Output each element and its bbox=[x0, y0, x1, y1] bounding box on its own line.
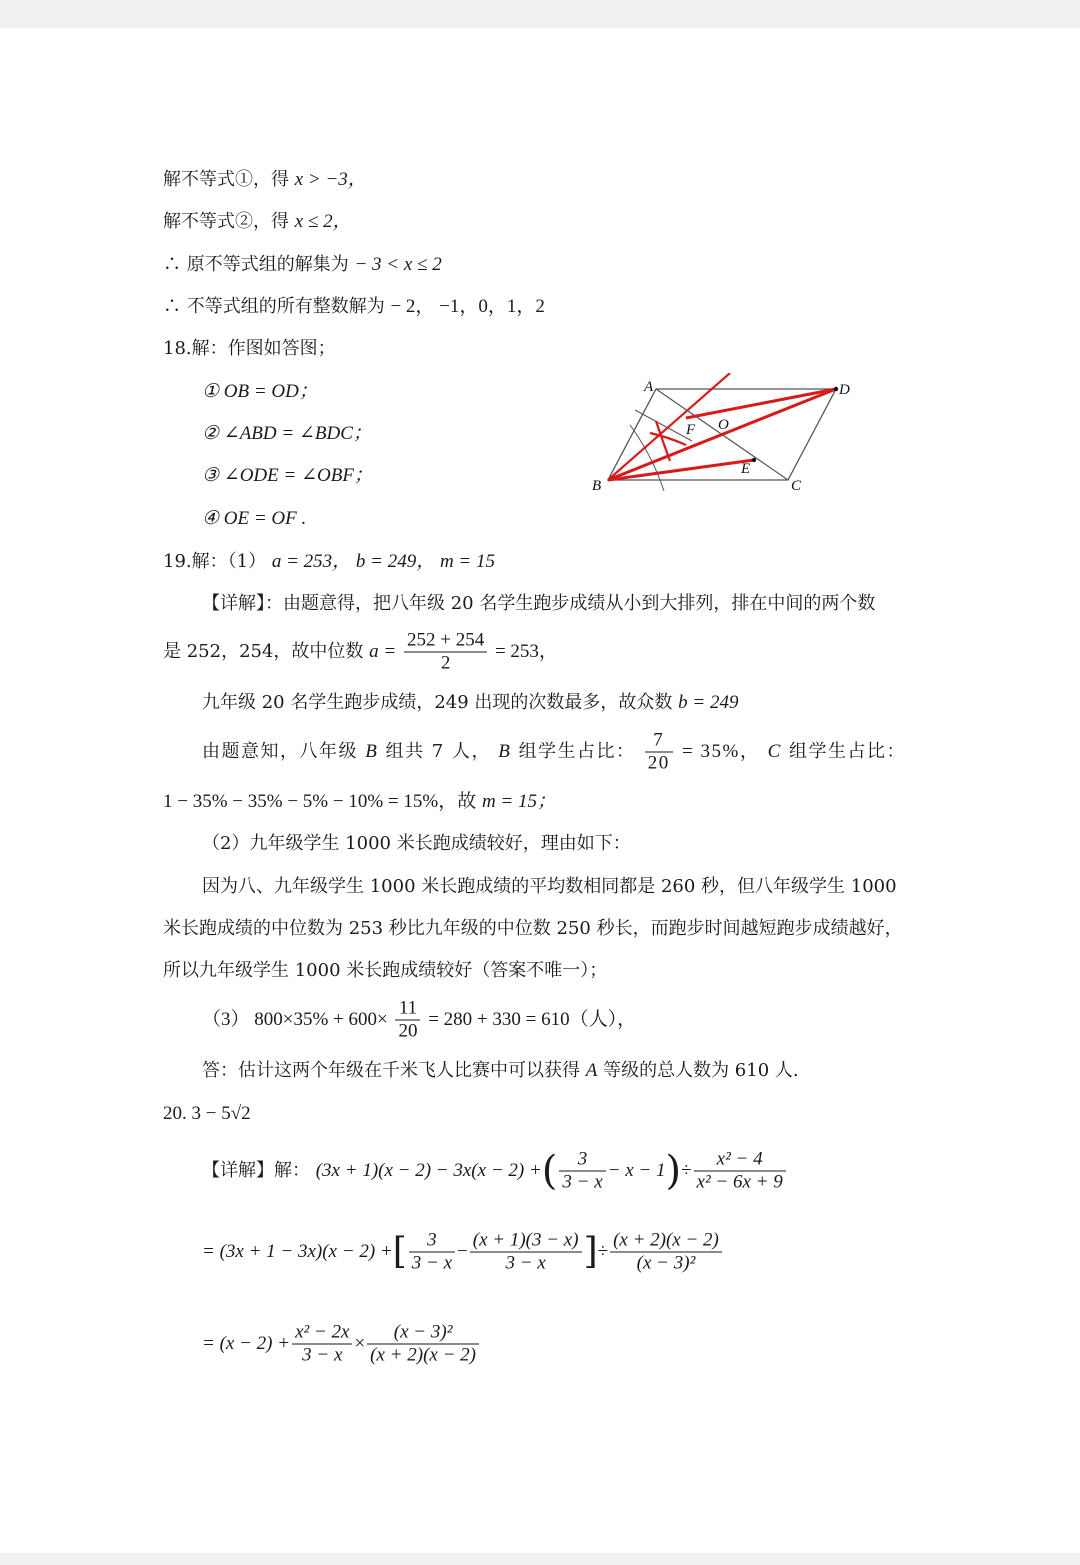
q18-item-1: ① OB = OD； bbox=[202, 381, 318, 402]
frac-den: 3 − x bbox=[302, 1344, 343, 1366]
bracket-close: ] bbox=[583, 1231, 598, 1272]
point-d bbox=[834, 387, 838, 391]
line-solution-set bbox=[163, 253, 442, 277]
math: x ≤ 2， bbox=[294, 211, 352, 232]
q20-expr-1 bbox=[202, 1149, 788, 1194]
bracket-open: [ bbox=[392, 1231, 407, 1272]
times-sign: × bbox=[354, 1333, 366, 1354]
expr-part: (3x + 1)(x − 2) − 3x(x − 2) + bbox=[315, 1160, 542, 1181]
frac-den: 20 bbox=[398, 1020, 418, 1042]
m-calc: 1 − 35% − 35% − 5% − 10% = 15%，故 bbox=[163, 791, 477, 812]
answer-text-a: 答：估计这两个年级在千米飞人比赛中可以获得 bbox=[202, 1060, 580, 1081]
expr-fraction bbox=[470, 1230, 582, 1275]
q18-heading: 18.解：作图如答图； bbox=[163, 338, 336, 359]
ratio-text-b: 组共 7 人， bbox=[385, 741, 491, 762]
label-e: E bbox=[741, 461, 751, 477]
median-var: a = bbox=[369, 641, 397, 662]
group-b-2: B bbox=[498, 741, 512, 762]
parallelogram-figure bbox=[590, 373, 860, 493]
text: ∴ 不等式组的所有整数解为 bbox=[163, 296, 385, 317]
frac-num: 3 bbox=[559, 1149, 605, 1172]
frac-den: (x − 3)² bbox=[636, 1252, 696, 1274]
line-integer-solutions bbox=[163, 295, 545, 319]
frac-num: 3 bbox=[409, 1230, 455, 1253]
frac-den: 20 bbox=[647, 752, 670, 774]
detail-text: ：由题意得，把八年级 20 名学生跑步成绩从小到大排列，排在中间的两个数 bbox=[265, 593, 876, 614]
ratio-text-d: 组学生占比： bbox=[788, 741, 906, 762]
divide-sign: ÷ bbox=[681, 1160, 692, 1181]
q20-heading: 20. 3 − 5√2 bbox=[163, 1103, 251, 1124]
frac-den: 3 − x bbox=[562, 1171, 603, 1193]
text: 解不等式①，得 bbox=[163, 169, 289, 190]
document-page bbox=[0, 28, 1080, 1553]
label-o: O bbox=[718, 417, 729, 433]
q19-part2-line1: 因为八、九年级学生 1000 米长跑成绩的平均数相同都是 260 秒，但八年级学生 1000 bbox=[202, 876, 897, 897]
frac-den: x² − 6x + 9 bbox=[696, 1171, 783, 1193]
expr-fraction bbox=[367, 1322, 479, 1367]
q20-expr-2 bbox=[202, 1230, 724, 1275]
text: 解不等式②，得 bbox=[163, 211, 289, 232]
expr-fraction bbox=[409, 1230, 455, 1275]
q19-heading: 19.解：（1） bbox=[163, 551, 267, 572]
ratio-text-a: 由题意知，八年级 bbox=[202, 741, 358, 762]
q19-detail-line bbox=[202, 592, 875, 616]
detail-tag: 【详解】 bbox=[202, 593, 265, 614]
frac-den: (x + 2)(x − 2) bbox=[370, 1344, 476, 1366]
frac-den: 3 − x bbox=[411, 1252, 453, 1274]
p3-pre: （3） 800×35% + 600× bbox=[202, 1009, 388, 1030]
red-bd bbox=[608, 389, 836, 480]
detail-pre: 解： bbox=[274, 1160, 310, 1181]
mode-eq: b = 249 bbox=[678, 692, 739, 713]
point-e bbox=[752, 458, 756, 462]
median-result: = 253， bbox=[494, 641, 558, 662]
expr-part: − x − 1 bbox=[607, 1160, 666, 1181]
frac-num: (x + 2)(x − 2) bbox=[610, 1230, 722, 1253]
detail-tag: 【详解】 bbox=[202, 1160, 274, 1181]
label-f: F bbox=[686, 422, 696, 438]
label-a: A bbox=[644, 379, 654, 395]
line-solve-2 bbox=[163, 210, 352, 234]
frac-den: 2 bbox=[440, 652, 451, 674]
q19-m-line bbox=[163, 790, 556, 814]
label-c: C bbox=[791, 478, 802, 493]
frac-num: x² − 2x bbox=[292, 1322, 352, 1345]
q19-median-line bbox=[163, 630, 558, 675]
label-b: B bbox=[592, 478, 602, 493]
label-d: D bbox=[839, 382, 850, 398]
m-eq: m = 15； bbox=[481, 791, 556, 812]
text: ∴ 原不等式组的解集为 bbox=[163, 254, 349, 275]
ratio-text-c: 组学生占比： bbox=[518, 741, 636, 762]
median-fraction bbox=[404, 630, 487, 675]
group-b: B bbox=[365, 741, 379, 762]
expr-fraction bbox=[559, 1149, 605, 1194]
frac-num: 7 bbox=[645, 730, 673, 753]
q19-answer-line bbox=[202, 1059, 799, 1083]
math: x > −3， bbox=[294, 169, 367, 190]
q19-part2-title: （2）九年级学生 1000 米长跑成绩较好，理由如下： bbox=[202, 833, 631, 854]
expr-fraction bbox=[694, 1149, 786, 1194]
expr-fraction bbox=[610, 1230, 722, 1275]
q20-expr-3 bbox=[202, 1322, 481, 1367]
frac-num: 11 bbox=[395, 998, 420, 1021]
q19-part3-line bbox=[202, 998, 636, 1043]
ratio-fraction bbox=[645, 730, 673, 775]
divide-sign: ÷ bbox=[597, 1241, 609, 1262]
math: − 2， −1，0，1，2 bbox=[390, 296, 545, 317]
answer-var: A bbox=[585, 1060, 598, 1081]
minus-sign: − bbox=[457, 1241, 468, 1262]
q19-part2-line2: 米长跑成绩的中位数为 253 秒比九年级的中位数 250 秒长，而跑步时间越短跑步成绩越好， bbox=[163, 918, 903, 939]
q19-answers: a = 253， b = 249， m = 15 bbox=[271, 551, 495, 572]
mode-text: 九年级 20 名学生跑步成绩，249 出现的次数最多，故众数 bbox=[202, 692, 673, 713]
p3-post: = 280 + 330 = 610（人）， bbox=[428, 1009, 637, 1030]
frac-num: x² − 4 bbox=[694, 1149, 786, 1172]
paren-open: ( bbox=[541, 1148, 558, 1194]
red-df bbox=[686, 389, 836, 418]
expr-part: = (3x + 1 − 3x)(x − 2) + bbox=[202, 1241, 393, 1262]
q18-item-3: ③ ∠ODE = ∠OBF； bbox=[202, 465, 373, 486]
line-solve-1 bbox=[163, 168, 367, 192]
ratio-eq: = 35%， bbox=[682, 741, 761, 762]
q18-item-2: ② ∠ABD = ∠BDC； bbox=[202, 423, 372, 444]
expr-fraction bbox=[292, 1322, 352, 1367]
q19-ratio-line bbox=[202, 730, 906, 775]
frac-den: 3 − x bbox=[505, 1252, 546, 1274]
math: − 3 < x ≤ 2 bbox=[354, 254, 442, 275]
q19-heading-line bbox=[163, 550, 495, 574]
answer-text-b: 等级的总人数为 610 人. bbox=[603, 1060, 799, 1081]
median-pre: 是 252，254，故中位数 bbox=[163, 641, 364, 662]
frac-num: (x + 1)(3 − x) bbox=[470, 1230, 582, 1253]
frac-num: 252 + 254 bbox=[404, 630, 487, 653]
p3-fraction bbox=[395, 998, 420, 1043]
expr-part: = (x − 2) + bbox=[202, 1333, 291, 1354]
q18-item-4: ④ OE = OF . bbox=[202, 508, 307, 529]
q19-part2-line3: 所以九年级学生 1000 米长跑成绩较好（答案不唯一）； bbox=[163, 960, 608, 981]
paren-close: ) bbox=[665, 1148, 682, 1194]
frac-num: (x − 3)² bbox=[367, 1322, 479, 1345]
group-c: C bbox=[767, 741, 782, 762]
q19-mode-line bbox=[202, 691, 739, 715]
